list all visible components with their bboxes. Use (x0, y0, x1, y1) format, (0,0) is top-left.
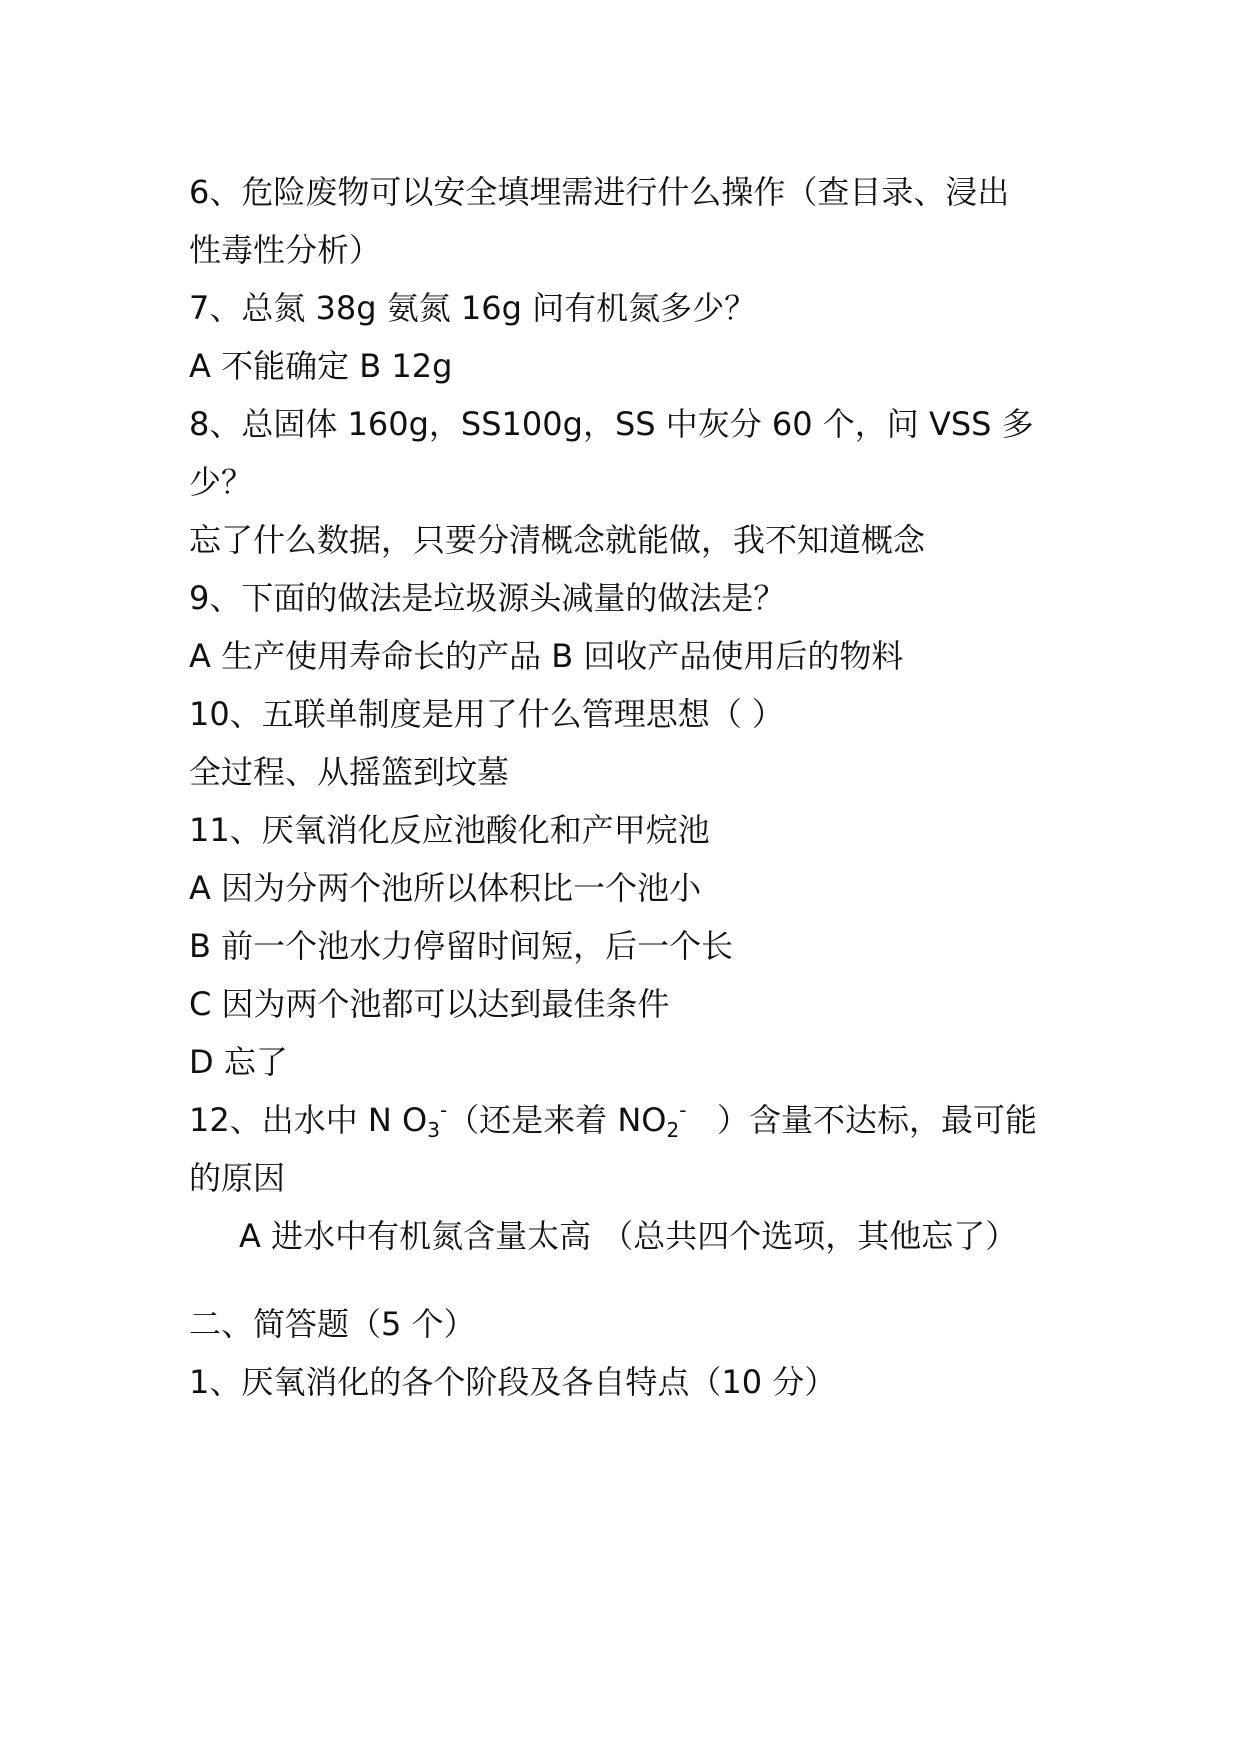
question-10: 10、五联单制度是用了什么管理思想（ ） (189, 695, 784, 733)
question-7: 7、总氮 38g 氨氮 16g 问有机氮多少？ (189, 289, 757, 327)
question-7-options: A 不能确定 B 12g (189, 347, 453, 385)
question-11: 11、厌氧消化反应池酸化和产甲烷池 (189, 811, 710, 849)
short-answer-question-1: 1、厌氧消化的各个阶段及各自特点（10 分） (189, 1363, 837, 1401)
question-12-middle: （还是来着 NO (447, 1101, 667, 1139)
question-11-option-a: A 因为分两个池所以体积比一个池小 (189, 869, 702, 907)
question-12-superscript-minus-2: - (679, 1098, 687, 1122)
question-6-line-2: 性毒性分析） (189, 231, 382, 269)
question-11-option-d: D 忘了 (189, 1043, 288, 1081)
question-8-note: 忘了什么数据，只要分清概念就能做，我不知道概念 (189, 521, 926, 559)
question-9: 9、下面的做法是垃圾源头减量的做法是？ (189, 579, 786, 617)
question-11-option-b: B 前一个池水力停留时间短，后一个长 (189, 927, 734, 965)
question-12-subscript-3: 3 (427, 1118, 440, 1142)
question-11-option-c: C 因为两个池都可以达到最佳条件 (189, 985, 670, 1023)
question-12-line-2: 的原因 (189, 1159, 286, 1197)
question-8-line-1: 8、总固体 160g，SS100g，SS 中灰分 60 个，问 VSS 多 (189, 405, 1034, 443)
question-8-line-2: 少？ (189, 463, 254, 501)
question-9-options: A 生产使用寿命长的产品 B 回收产品使用后的物料 (189, 637, 904, 675)
question-12-subscript-2: 2 (666, 1118, 680, 1142)
question-12-prefix: 12、出水中 N O (189, 1101, 428, 1139)
question-6-line-1: 6、危险废物可以安全填埋需进行什么操作（查目录、浸出 (189, 173, 1010, 211)
question-12-superscript-minus: - (439, 1098, 448, 1122)
question-12-line-1 (189, 1100, 1069, 1140)
question-12-option-a: A 进水中有机氮含量太高 （总共四个选项，其他忘了） (239, 1217, 1018, 1255)
section-2-heading: 二、简答题（5 个） (189, 1305, 476, 1343)
question-12-suffix: ）含量不达标，最可能 (686, 1101, 1037, 1139)
question-10-answer: 全过程、从摇篮到坟墓 (189, 753, 510, 791)
